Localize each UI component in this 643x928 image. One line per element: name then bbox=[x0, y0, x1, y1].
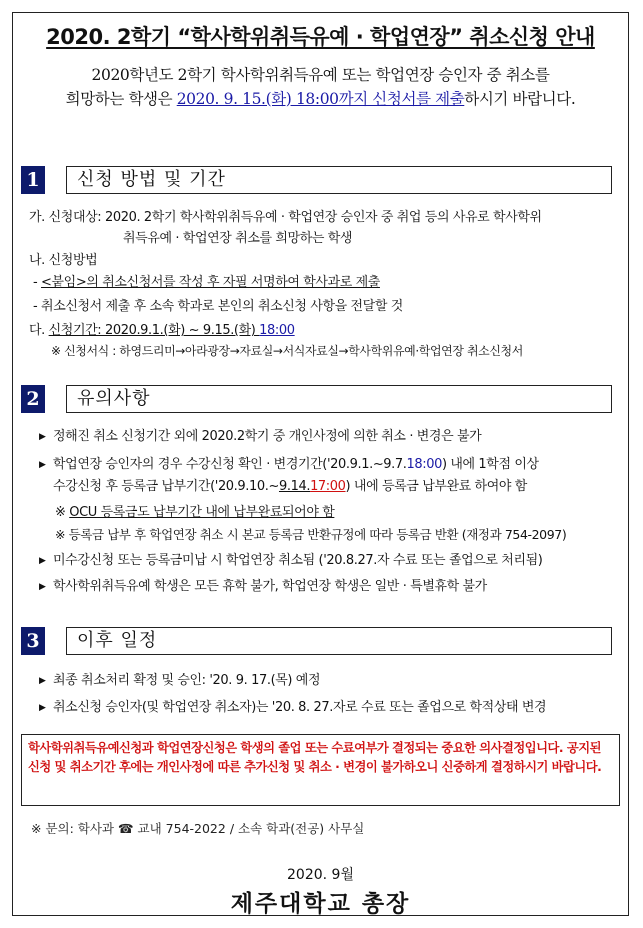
notice-text: 학사학위취득유예 학생은 모든 휴학 불가, 학업연장 학생은 일반 · 특별휴학 불가 bbox=[53, 579, 487, 594]
target-line-2: 취득유예 · 학업연장 취소를 희망하는 학생 bbox=[123, 231, 353, 246]
label: 가. 신청대상: bbox=[29, 210, 105, 225]
inquiry-line bbox=[31, 819, 364, 837]
intro-line-1: 2020학년도 2학기 학사학위취득유예 또는 학업연장 승인자 중 취소를 bbox=[91, 66, 550, 84]
bullet-icon: ▶ bbox=[39, 431, 46, 442]
notice-text: 수강신청 후 등록금 납부기간('20.9.10.~ bbox=[53, 479, 279, 494]
notice-document bbox=[12, 12, 629, 916]
bullet-icon: ▶ bbox=[39, 581, 46, 592]
section-3-header bbox=[21, 627, 612, 655]
form-note: ※ 신청서식 : 하영드리미→아라광장→자료실→서식자료실→학사학위유예·학업연장 취소신청서 bbox=[51, 344, 523, 358]
notice-item bbox=[39, 549, 618, 568]
section-number-badge: 1 bbox=[21, 166, 45, 194]
section-2-body bbox=[29, 425, 618, 615]
schedule-item bbox=[39, 696, 618, 715]
notice-item bbox=[39, 575, 618, 594]
method-text: 취소신청서 제출 후 소속 학과로 본인의 취소신청 사항을 전달할 것 bbox=[41, 299, 403, 314]
time-highlight: 18:00 bbox=[406, 457, 442, 472]
intro-text: 하시기 바랍니다. bbox=[464, 90, 576, 108]
section-1-header bbox=[21, 166, 612, 194]
intro-paragraph bbox=[13, 63, 628, 111]
bullet-icon: ▶ bbox=[39, 675, 46, 686]
note-text: OCU 등록금도 납부기간 내에 납부완료되어야 함 bbox=[69, 505, 335, 520]
period-time: 18:00 bbox=[259, 323, 295, 338]
notice-item-cont bbox=[53, 475, 618, 494]
label: 다. bbox=[29, 323, 49, 338]
inquiry-label: ※ 문의: 학사과 bbox=[31, 821, 118, 836]
section-number-badge: 2 bbox=[21, 385, 45, 413]
note-item bbox=[55, 501, 618, 520]
period-text: 신청기간: 2020.9.1.(화) ~ 9.15.(화) bbox=[48, 323, 260, 338]
time-highlight: 17:00 bbox=[310, 479, 346, 494]
dash: - bbox=[33, 275, 38, 290]
signature: 제주대학교 총장 bbox=[230, 891, 411, 917]
phone-icon: ☎ bbox=[117, 821, 134, 836]
schedule-item bbox=[39, 669, 618, 688]
section-3-body bbox=[29, 669, 618, 729]
method-item bbox=[33, 295, 618, 314]
warning-box: 학사학위취득유예신청과 학업연장신청은 학생의 졸업 또는 수료여부가 결정되는 중요한 의사결정입니다. 공지된 신청 및 취소기간 후에는 개인사정에 따른 추가신청 및 취소 · 변경이 불가하오니 신중하게 결정하시기 바랍니다. bbox=[21, 734, 620, 806]
notice-text: 학업연장 승인자의 경우 수강신청 확인 · 변경기간('20.9.1.~9.7. bbox=[53, 457, 407, 472]
intro-text: 희망하는 학생은 bbox=[65, 90, 177, 108]
method-label: 나. 신청방법 bbox=[29, 253, 98, 268]
section-2-header bbox=[21, 385, 612, 413]
section-1-body bbox=[29, 206, 618, 366]
notice-text: 정해진 취소 신청기간 외에 2020.2학기 중 개인사정에 의한 취소 · 변경은 불가 bbox=[53, 429, 482, 444]
page-title: 2020. 2학기 “학사학위취득유예 · 학업연장” 취소신청 안내 bbox=[46, 25, 595, 49]
schedule-text: 최종 취소처리 확정 및 승인: '20. 9. 17.(목) 예정 bbox=[53, 673, 321, 688]
deadline-highlight: 2020. 9. 15.(화) 18:00까지 신청서를 제출 bbox=[176, 90, 465, 108]
dash: - bbox=[33, 299, 38, 314]
target-text: 2020. 2학기 학사학위취득유예 · 학업연장 승인자 중 취업 등의 사유로 학사학위 bbox=[104, 210, 542, 225]
target-line bbox=[29, 206, 618, 225]
section-number-badge: 3 bbox=[21, 627, 45, 655]
bullet-icon: ▶ bbox=[39, 555, 46, 566]
note-item: ※ 등록금 납부 후 학업연장 취소 시 본교 등록금 반환규정에 따라 등록금 반환 (재정과 754-2097) bbox=[55, 527, 567, 542]
intro-line-2 bbox=[13, 87, 628, 111]
inquiry-text: 교내 754-2022 / 소속 학과(전공) 사무실 bbox=[133, 821, 365, 836]
method-item bbox=[33, 271, 618, 290]
notice-text: ) 내에 등록금 납부완료 하여야 함 bbox=[345, 479, 527, 494]
notice-text: ) 내에 1학점 이상 bbox=[441, 457, 539, 472]
notice-text: 미수강신청 또는 등록금미납 시 학업연장 취소됨 ('20.8.27.자 수료 또는 졸업으로 처리됨) bbox=[53, 553, 543, 568]
method-text: <붙임>의 취소신청서를 작성 후 자필 서명하여 학사과로 제출 bbox=[41, 275, 380, 290]
notice-text: 9.14. bbox=[278, 479, 311, 494]
notice-item bbox=[39, 453, 618, 472]
bullet-icon: ▶ bbox=[39, 702, 46, 713]
notice-item bbox=[39, 425, 618, 444]
note-mark: ※ bbox=[55, 505, 70, 520]
period-line bbox=[29, 319, 618, 338]
schedule-text: 취소신청 승인자(및 학업연장 취소자)는 '20. 8. 27.자로 수료 또는 졸업으로 학적상태 변경 bbox=[53, 700, 547, 715]
notice-date: 2020. 9월 bbox=[287, 867, 354, 883]
section-title: 유의사항 bbox=[66, 385, 612, 413]
section-title: 신청 방법 및 기간 bbox=[66, 166, 612, 194]
bullet-icon: ▶ bbox=[39, 459, 46, 470]
section-title: 이후 일정 bbox=[66, 627, 612, 655]
